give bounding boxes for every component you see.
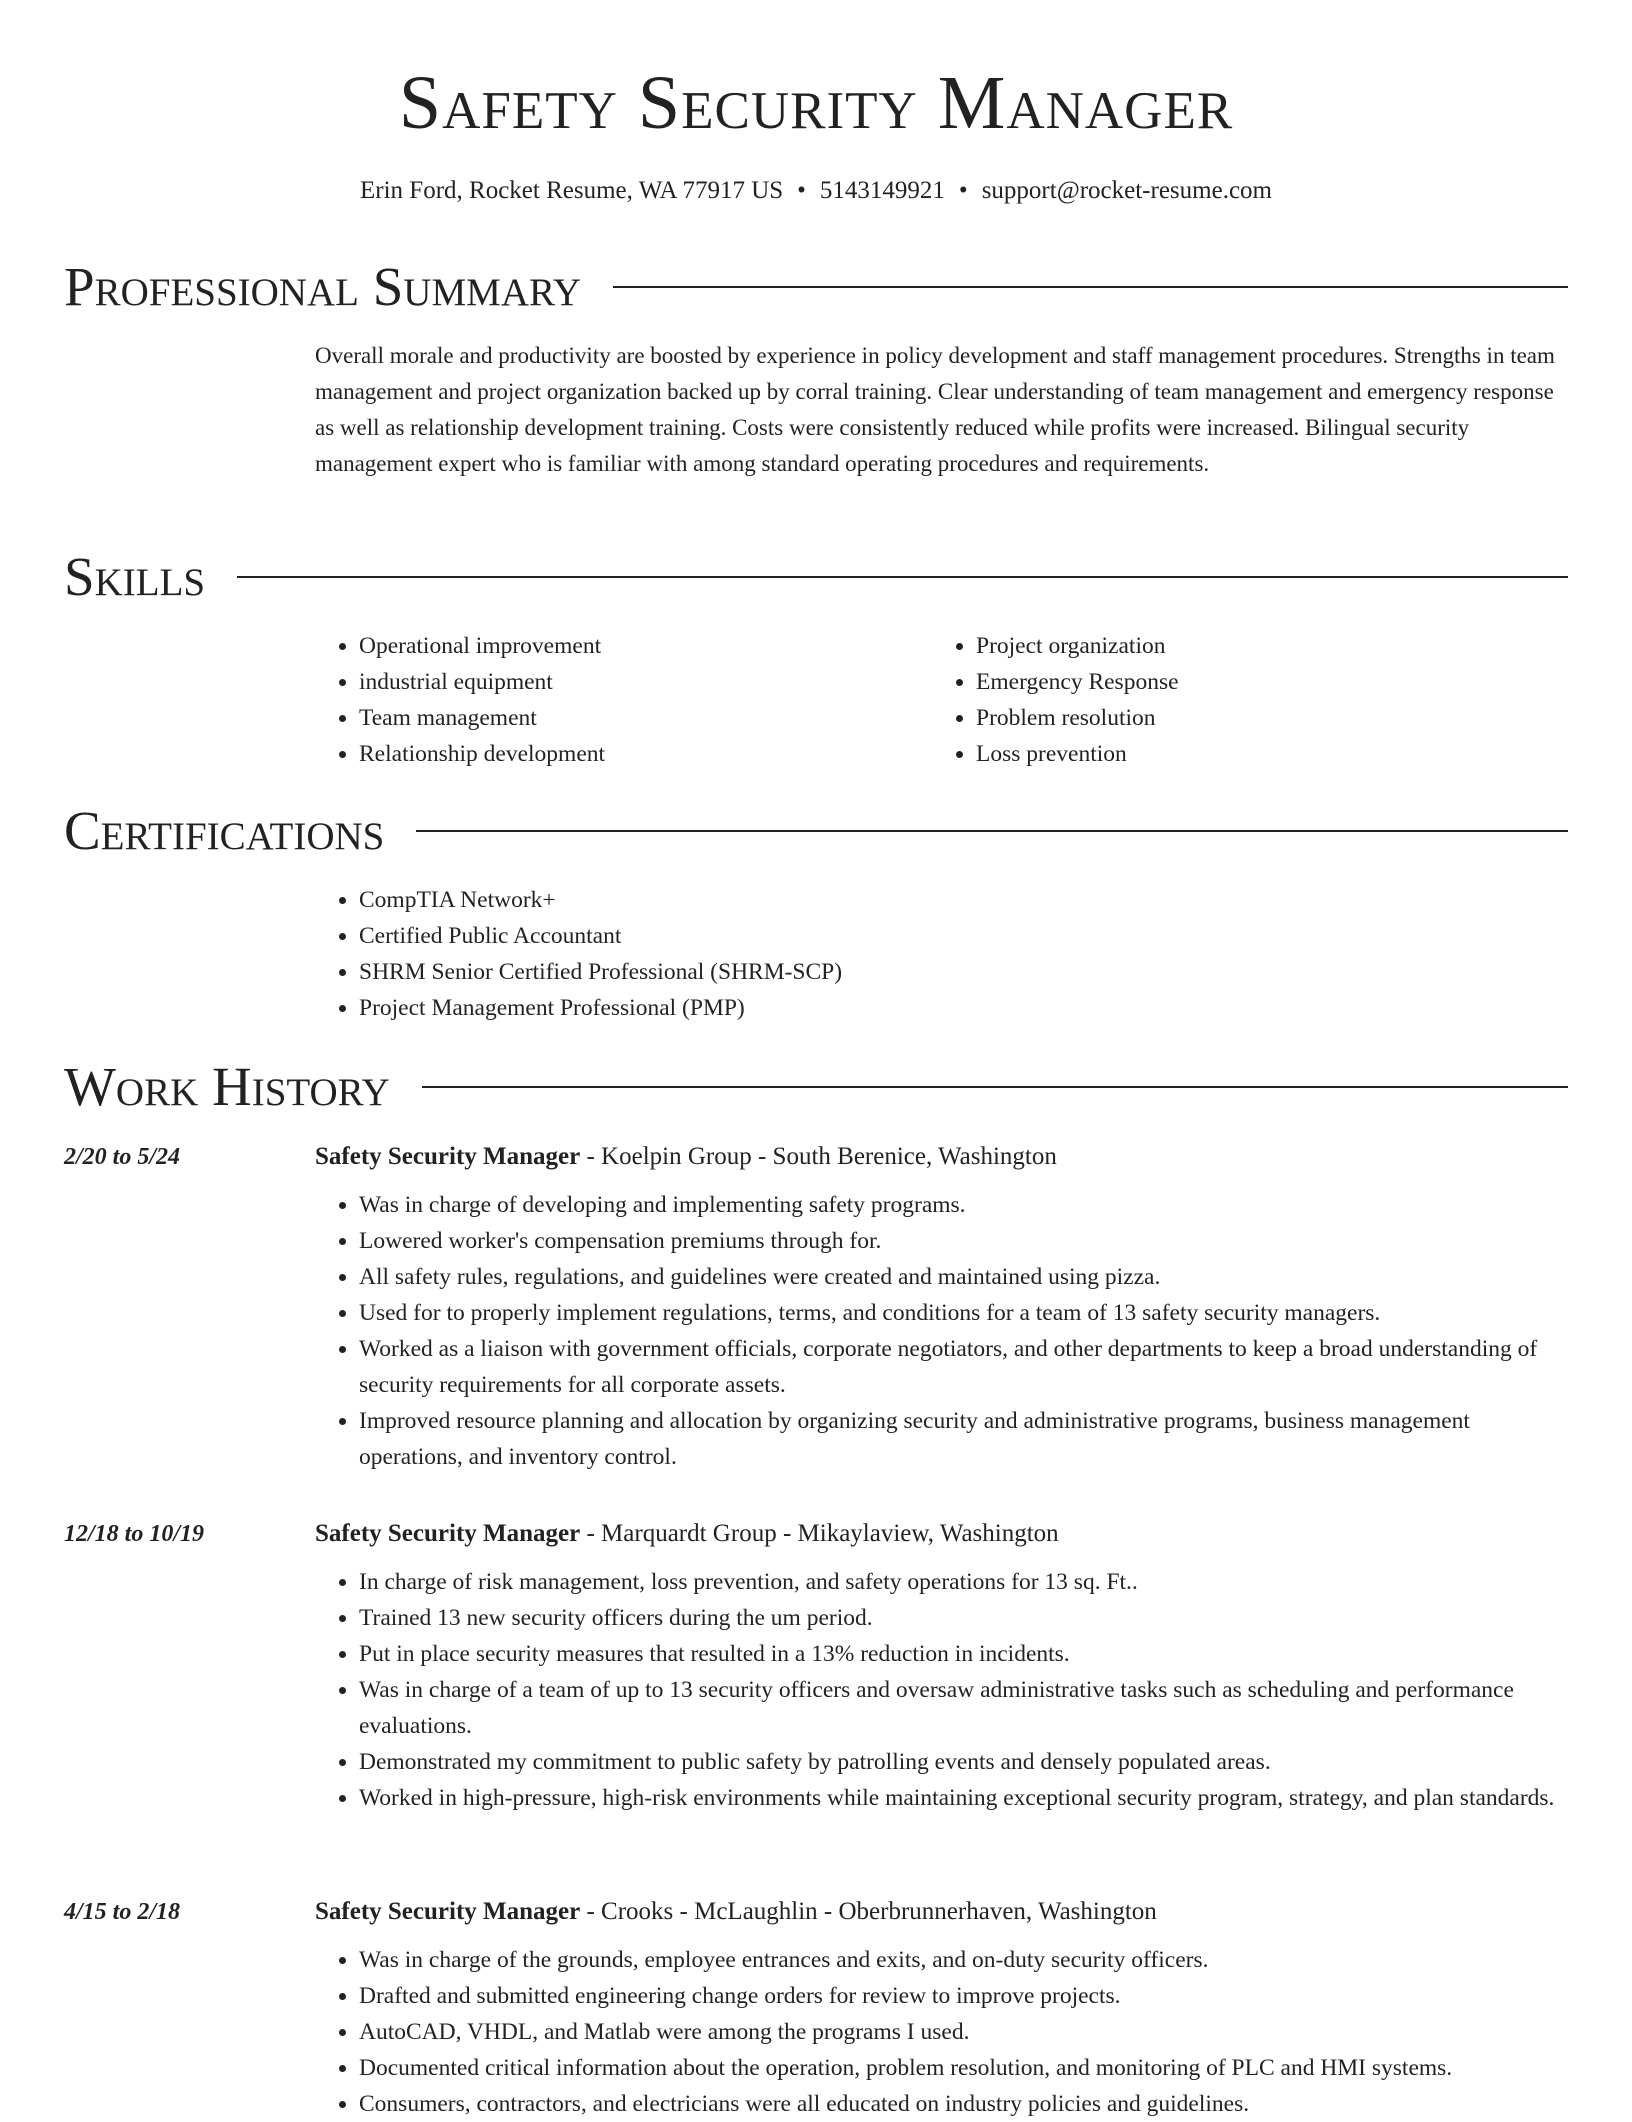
section-divider — [416, 830, 1568, 832]
skills-column-left — [315, 628, 915, 772]
contact-separator: • — [958, 177, 968, 204]
section-divider — [422, 1086, 1568, 1088]
job-bullet: • Demonstrated my commitment to public safety by patrolling events and densely populated areas. — [359, 1744, 1569, 1780]
job-bullet: • Was in charge of the grounds, employee entrances and exits, and on-duty security officers. — [359, 1942, 1569, 1978]
certification-item: • CompTIA Network+ — [359, 882, 1515, 918]
job-bullet: • AutoCAD, VHDL, and Matlab were among the programs I used. — [359, 2014, 1569, 2050]
job-bullet: • Was in charge of a team of up to 13 security officers and oversaw administrative tasks such as scheduling and performance evaluations. — [359, 1672, 1569, 1744]
job-header — [315, 1516, 1059, 1552]
certification-item: • SHRM Senior Certified Professional (SHRM-SCP) — [359, 954, 1515, 990]
skill-item: • industrial equipment — [359, 664, 915, 700]
certification-item: • Certified Public Accountant — [359, 918, 1515, 954]
resume-title: Safety Security Manager — [398, 61, 1234, 145]
job-company-location: - Marquardt Group - Mikaylaview, Washington — [580, 1520, 1059, 1547]
job-role: Safety Security Manager — [315, 1520, 581, 1547]
job-dates: 4/15 to 2/18 — [64, 1899, 181, 1925]
job-bullet: • Was in charge of developing and implementing safety programs. — [359, 1187, 1569, 1223]
contact-line — [0, 174, 1632, 208]
job-bullet: • In charge of risk management, loss prevention, and safety operations for 13 sq. Ft.. — [359, 1564, 1569, 1600]
summary-text: Overall morale and productivity are boosted by experience in policy development and staff management procedures. Strengths in team management and project organization backed up by corral training. Clear understanding of team management and emergency response as well as relationship development training. Costs were consistently reduced while profits were increased. Bilingual security management expert who is familiar with among standard operating procedures and requirements. — [315, 343, 1555, 476]
certifications-heading — [64, 796, 1568, 866]
job-dates: 12/18 to 10/19 — [64, 1521, 205, 1547]
contact-separator: • — [797, 177, 806, 204]
skill-item: • Project organization — [976, 628, 1532, 664]
job-header — [315, 1894, 1157, 1930]
job-dates: 2/20 to 5/24 — [64, 1144, 181, 1170]
section-divider — [237, 576, 1568, 578]
job-bullet: • Documented critical information about the operation, problem resolution, and monitoring of PLC and HMI systems. — [359, 2050, 1569, 2086]
job-bullet: • Put in place security measures that resulted in a 13% reduction in incidents. — [359, 1636, 1569, 1672]
job-bullet: • Improved resource planning and allocation by organizing security and administrative programs, business management operations, and inventory control. — [359, 1403, 1569, 1475]
job-header — [315, 1139, 1057, 1175]
contact-phone: 5143149921 — [819, 177, 945, 204]
job-role: Safety Security Manager — [315, 1898, 581, 1925]
skill-item: • Problem resolution — [976, 700, 1532, 736]
job-bullet: • All safety rules, regulations, and guidelines were created and maintained using pizza. — [359, 1259, 1569, 1295]
skills-heading — [64, 542, 1568, 612]
job-bullet: • Used for to properly implement regulations, terms, and conditions for a team of 13 safety security managers. — [359, 1295, 1569, 1331]
skills-heading-text: Skills — [64, 546, 206, 607]
job-bullet: • Lowered worker's compensation premiums through for. — [359, 1223, 1569, 1259]
section-divider — [613, 286, 1568, 288]
skills-column-right — [932, 628, 1532, 772]
job-bullet: • Trained 13 new security officers during the um period. — [359, 1600, 1569, 1636]
job-bullet: • Worked in high-pressure, high-risk environments while maintaining exceptional security program, strategy, and plan standards. — [359, 1780, 1569, 1816]
skill-item: • Loss prevention — [976, 736, 1532, 772]
summary-heading-text: Professional Summary — [64, 256, 582, 317]
contact-email: support@rocket-resume.com — [981, 177, 1272, 204]
job-bullets — [315, 1187, 1569, 1475]
job-bullets — [315, 1942, 1569, 2122]
skill-item: • Relationship development — [359, 736, 915, 772]
job-role: Safety Security Manager — [315, 1143, 581, 1170]
job-company-location: - Crooks - McLaughlin - Oberbrunnerhaven, Washington — [580, 1898, 1157, 1925]
certifications-list — [315, 882, 1515, 1026]
work-history-heading — [64, 1052, 1568, 1122]
job-bullet: • Worked as a liaison with government officials, corporate negotiators, and other departments to keep a broad understanding of security requirements for all corporate assets. — [359, 1331, 1569, 1403]
skill-item: • Emergency Response — [976, 664, 1532, 700]
certification-item: • Project Management Professional (PMP) — [359, 990, 1515, 1026]
job-bullets — [315, 1564, 1569, 1816]
certifications-heading-text: Certifications — [64, 800, 385, 861]
job-bullet: • Drafted and submitted engineering change orders for review to improve projects. — [359, 1978, 1569, 2014]
skill-item: • Team management — [359, 700, 915, 736]
skill-item: • Operational improvement — [359, 628, 915, 664]
job-bullet: • Consumers, contractors, and electricians were all educated on industry policies and guidelines. — [359, 2086, 1569, 2122]
summary-heading — [64, 252, 1568, 322]
work-history-heading-text: Work History — [64, 1056, 390, 1117]
job-company-location: - Koelpin Group - South Berenice, Washington — [580, 1143, 1057, 1170]
contact-address: Erin Ford, Rocket Resume, WA 77917 US — [360, 177, 784, 204]
